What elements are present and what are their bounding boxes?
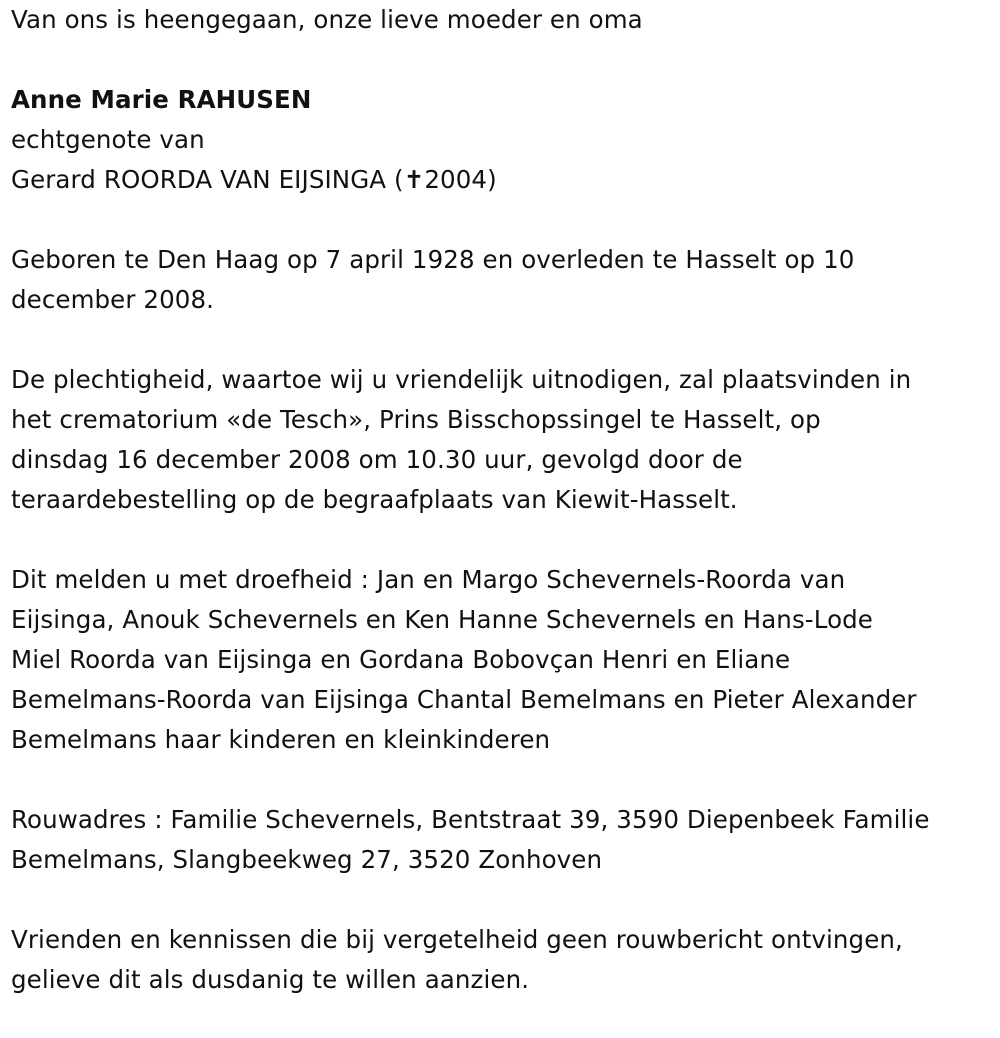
paragraph-line: Bemelmans-Roorda van Eijsinga Chantal Bemelmans en Pieter Alexander xyxy=(11,685,917,714)
paragraph-line: Rouwadres : Familie Schevernels, Bentstraat 39, 3590 Diepenbeek Familie xyxy=(11,805,930,834)
paragraph-line: Bemelmans, Slangbeekweg 27, 3520 Zonhoven xyxy=(11,845,603,874)
paragraph-line: december 2008. xyxy=(11,285,215,314)
announcers-paragraph xyxy=(11,560,996,760)
birth-death-paragraph xyxy=(11,240,996,320)
paragraph-line: dinsdag 16 december 2008 om 10.30 uur, gevolgd door de xyxy=(11,445,743,474)
spacer xyxy=(11,520,996,560)
ceremony-paragraph xyxy=(11,360,996,520)
spacer xyxy=(11,880,996,920)
intro-text: Van ons is heengegaan, onze lieve moeder en oma xyxy=(11,5,643,34)
closing-paragraph xyxy=(11,920,996,1000)
paragraph-line: Geboren te Den Haag op 7 april 1928 en overleden te Hasselt op 10 xyxy=(11,245,855,274)
paragraph-line: Miel Roorda van Eijsinga en Gordana Bobovçan Henri en Eliane xyxy=(11,645,791,674)
paragraph-line: teraardebestelling op de begraafplaats van Kiewit-Hasselt. xyxy=(11,485,738,514)
spacer xyxy=(11,320,996,360)
paragraph-line: Bemelmans haar kinderen en kleinkinderen xyxy=(11,725,551,754)
paragraph-line: gelieve dit als dusdanig te willen aanzien. xyxy=(11,965,530,994)
spacer xyxy=(11,200,996,240)
paragraph-line: Dit melden u met droefheid : Jan en Margo Schevernels-Roorda van xyxy=(11,565,846,594)
deceased-name: Anne Marie RAHUSEN xyxy=(11,85,312,114)
obituary-notice xyxy=(11,0,996,1000)
spacer xyxy=(11,40,996,80)
spouse-intro: echtgenote van xyxy=(11,125,205,154)
paragraph-line: De plechtigheid, waartoe wij u vriendelijk uitnodigen, zal plaatsvinden in xyxy=(11,365,912,394)
address-paragraph xyxy=(11,800,996,880)
spacer xyxy=(11,760,996,800)
paragraph-line: Eijsinga, Anouk Schevernels en Ken Hanne Schevernels en Hans-Lode xyxy=(11,605,873,634)
paragraph-line: Vrienden en kennissen die bij vergetelheid geen rouwbericht ontvingen, xyxy=(11,925,903,954)
paragraph-line: het crematorium «de Tesch», Prins Bisschopssingel te Hasselt, op xyxy=(11,405,821,434)
spouse-name: Gerard ROORDA VAN EIJSINGA (✝2004) xyxy=(11,165,497,194)
